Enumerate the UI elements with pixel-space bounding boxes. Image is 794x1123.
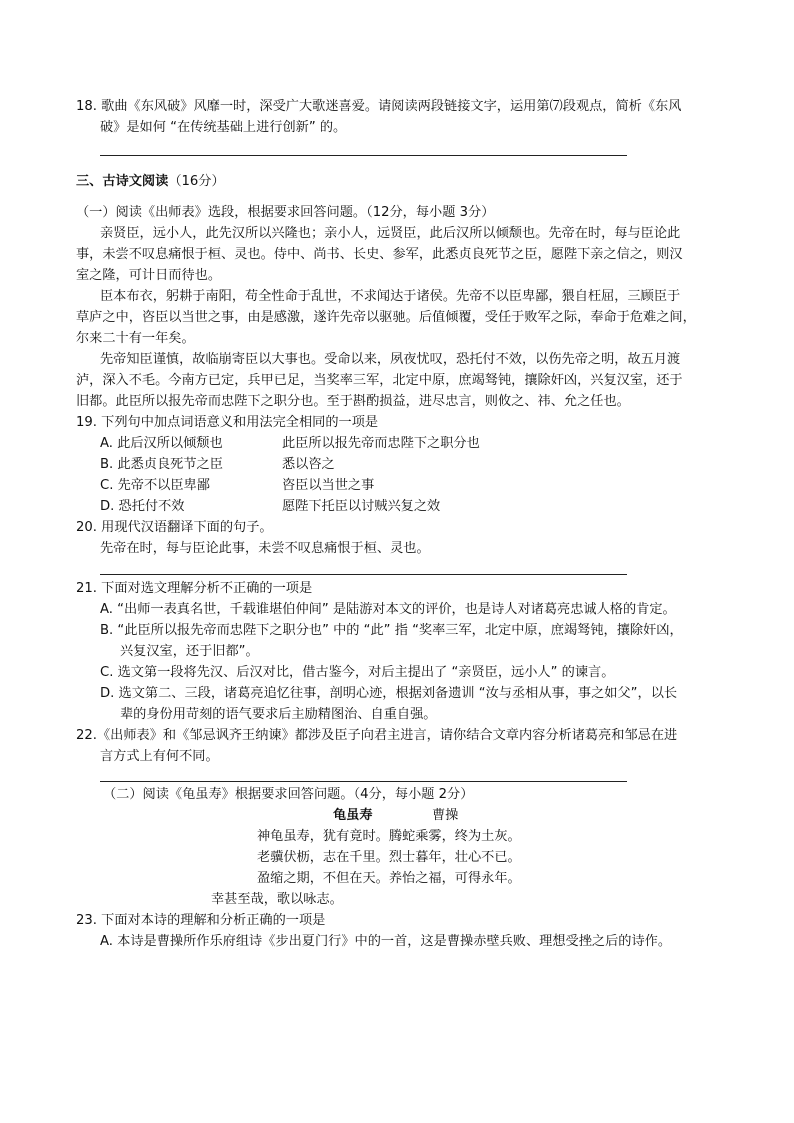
q20-sentence: 先帝在时，每与臣论此事，未尝不叹息痛恨于桓、灵也。	[100, 541, 430, 556]
q21-stem: 21. 下面对选文理解分析不正确的一项是	[76, 581, 313, 596]
section-title	[76, 172, 225, 192]
q21-option-c: C. 选文第一段将先汉、后汉对比，借古鉴今，对后主提出了 “亲贤臣，远小人” 的谏言。	[100, 665, 615, 680]
passage-line: 亲贤臣，远小人，此先汉所以兴隆也；亲小人，远贤臣，此后汉所以倾颓也。先帝在时，每与臣论此	[100, 226, 681, 241]
answer-line-q22	[100, 781, 627, 782]
part1-heading: （一）阅读《出师表》选段，根据要求回答问题。（12分，每小题 3分）	[76, 205, 495, 220]
q19-option: C. 先帝不以臣卑鄙	[100, 478, 210, 493]
q19-option-pair: 咨臣以当世之事	[282, 478, 375, 493]
poem-author: 曹操	[432, 808, 459, 823]
poem-line: 幸甚至哉，歌以咏志。	[211, 892, 343, 907]
q21-option-a: A. “出师一表真名世，千载谁堪伯仲间” 是陆游对本文的评价，也是诗人对诸葛亮忠诚人格的肯定。	[100, 602, 676, 617]
poem-line: 神龟虽寿，犹有竟时。腾蛇乘雾，终为土灰。	[257, 829, 521, 844]
q19-option: A. 此后汉所以倾颓也	[100, 436, 223, 451]
q21-option-b-cont: 兴复汉室，还于旧都”。	[120, 644, 259, 659]
q19-option-pair: 悉以咨之	[282, 457, 335, 472]
q21-option-d: D. 选文第二、三段，诸葛亮追忆往事，剖明心迹，根据刘备遗训 “汝与丞相从事，事之如父”，以长	[100, 686, 678, 701]
passage-line: 草庐之中，咨臣以当世之事，由是感激，遂许先帝以驱驰。后值倾覆，受任于败军之际，奉命于危难之间，	[76, 310, 696, 325]
q19-stem: 19. 下列句中加点词语意义和用法完全相同的一项是	[76, 415, 379, 430]
passage-line: 室之隆，可计日而待也。	[76, 268, 222, 283]
q19-option-pair: 愿陛下托臣以讨贼兴复之效	[282, 499, 441, 514]
passage-line: 泸，深入不毛。今南方已定，兵甲已足，当奖率三军，北定中原，庶竭驽钝，攘除奸凶，兴复汉室，还于	[76, 373, 683, 388]
q23-option-a: A. 本诗是曹操所作乐府组诗《步出夏门行》中的一首，这是曹操赤壁兵败、理想受挫之后的诗作。	[100, 934, 672, 949]
part2-heading: （二）阅读《龟虽寿》根据要求回答问题。（4分，每小题 2分）	[103, 787, 474, 802]
section-title-text: 三、古诗文阅读	[76, 174, 169, 189]
passage-line: 旧都。此臣所以报先帝而忠陛下之职分也。至于斟酌损益，进尽忠言，则攸之、祎、允之任也。	[76, 394, 630, 409]
poem-line: 老骥伏枥，志在千里。烈士暮年，壮心不已。	[257, 850, 521, 865]
passage-line: 先帝知臣谨慎，故临崩寄臣以大事也。受命以来，夙夜忧叹，恐托付不效，以伤先帝之明，故五月渡	[100, 352, 681, 367]
passage-line: 尔来二十有一年矣。	[76, 331, 195, 346]
answer-line-q18	[100, 155, 627, 156]
poem-title: 龟虽寿	[333, 808, 373, 823]
q19-option-pair: 此臣所以报先帝而忠陛下之职分也	[282, 436, 480, 451]
section-score: （16分）	[168, 174, 225, 189]
q19-option: D. 恐托付不效	[100, 499, 185, 514]
passage-line: 臣本布衣，躬耕于南阳，苟全性命于乱世，不求闻达于诸侯。先帝不以臣卑鄙，猥自枉屈，三顾臣于	[100, 289, 681, 304]
q21-option-d-cont: 辈的身份用苛刻的语气要求后主励精图治、自重自强。	[120, 707, 437, 722]
q20-stem: 20. 用现代汉语翻译下面的句子。	[76, 520, 273, 535]
answer-line-q20	[100, 574, 627, 575]
q22-line2: 言方式上有何不同。	[100, 749, 219, 764]
q22-line1: 22.《出师表》和《邹忌讽齐王纳谏》都涉及臣子向君主进言，请你结合文章内容分析诸葛亮和邹忌在进	[76, 728, 678, 743]
q18-line2: 破》是如何 “在传统基础上进行创新” 的。	[100, 120, 347, 135]
poem-line: 盈缩之期，不但在天。养怡之福，可得永年。	[257, 871, 521, 886]
q18-line1: 18. 歌曲《东风破》风靡一时，深受广大歌迷喜爱。请阅读两段链接文字，运用第⑺段观点，简析《东风	[76, 99, 682, 114]
passage-line: 事，未尝不叹息痛恨于桓、灵也。侍中、尚书、长史、参军，此悉贞良死节之臣，愿陛下亲之信之，则汉	[76, 247, 683, 262]
q21-option-b: B. “此臣所以报先帝而忠陛下之职分也” 中的 “此” 指 “奖率三军，北定中原，庶竭驽钝，攘除奸凶，	[100, 623, 683, 638]
q19-option: B. 此悉贞良死节之臣	[100, 457, 223, 472]
q23-stem: 23. 下面对本诗的理解和分析正确的一项是	[76, 913, 326, 928]
